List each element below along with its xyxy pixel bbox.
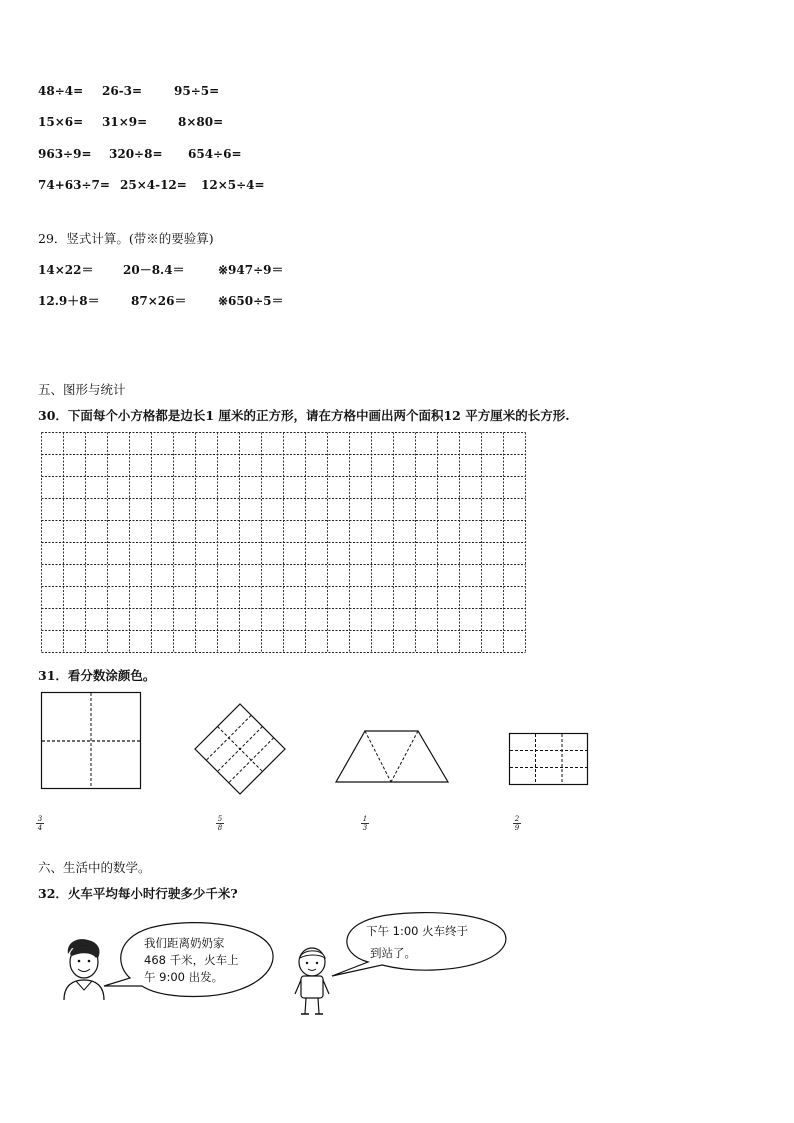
calc-item: 12×5÷4= xyxy=(201,178,265,192)
fraction-denominator: 8 xyxy=(217,824,223,832)
section-5-title: 五、图形与统计 xyxy=(38,382,126,397)
speech-text-line: 我们距离奶奶家 xyxy=(144,936,225,950)
calc-item: 20－8.4＝ xyxy=(123,263,185,277)
q31-title: 31．看分数涂颜色。 xyxy=(38,668,156,683)
calc-item: 95÷5= xyxy=(174,84,220,98)
section-6-title: 六、生活中的数学。 xyxy=(38,860,151,875)
calc-item: ※650÷5＝ xyxy=(218,294,284,308)
calc-item: 87×26＝ xyxy=(131,294,187,308)
speech-text-line: 下午 1:00 火车终于 xyxy=(366,924,469,938)
shape-square-quarters xyxy=(41,692,141,790)
calc-item: 320÷8= xyxy=(109,147,163,161)
fraction-denominator: 4 xyxy=(37,824,43,832)
boy-illustration xyxy=(291,946,333,1020)
fraction-numerator: 1 xyxy=(362,815,368,823)
speech-text-line: 午 9:00 出发。 xyxy=(144,970,224,984)
calc-item: 15×6= xyxy=(38,115,84,129)
calc-item: 26-3= xyxy=(102,84,143,98)
speech-bubble-right xyxy=(328,910,510,980)
fraction-numerator: 2 xyxy=(514,815,520,823)
square-grid xyxy=(41,432,527,654)
fraction-numerator: 5 xyxy=(217,815,223,823)
fraction-label xyxy=(359,815,371,832)
shape-diamond-eighths xyxy=(194,703,286,795)
fraction-label xyxy=(214,815,226,832)
shape-rectangle-ninths xyxy=(509,733,589,786)
calc-item: ※947÷9＝ xyxy=(218,263,284,277)
fraction-denominator: 9 xyxy=(514,824,520,832)
q30-title: 30．下面每个小方格都是边长1 厘米的正方形，请在方格中画出两个面积12 平方厘米的长方形. xyxy=(38,408,570,423)
fraction-label xyxy=(511,815,523,832)
fraction-label xyxy=(34,815,46,832)
speech-text-line: 到站了。 xyxy=(370,946,416,960)
calc-item: 48÷4= xyxy=(38,84,84,98)
speech-text-line: 468 千米，火车上 xyxy=(144,953,239,967)
calc-item: 654÷6= xyxy=(188,147,242,161)
calc-item: 963÷9= xyxy=(38,147,92,161)
fraction-numerator: 3 xyxy=(37,815,43,823)
shape-trapezoid-thirds xyxy=(335,730,449,783)
calc-item: 14×22＝ xyxy=(38,263,94,277)
calc-item: 74+63÷7= xyxy=(38,178,110,192)
q29-title: 29．竖式计算。(带※的要验算) xyxy=(38,231,214,246)
fraction-denominator: 3 xyxy=(362,824,368,832)
calc-item: 25×4-12= xyxy=(120,178,187,192)
calc-item: 8×80= xyxy=(178,115,224,129)
calc-item: 12.9＋8＝ xyxy=(38,294,100,308)
calc-item: 31×9= xyxy=(102,115,148,129)
q32-title: 32．火车平均每小时行驶多少千米? xyxy=(38,886,238,901)
